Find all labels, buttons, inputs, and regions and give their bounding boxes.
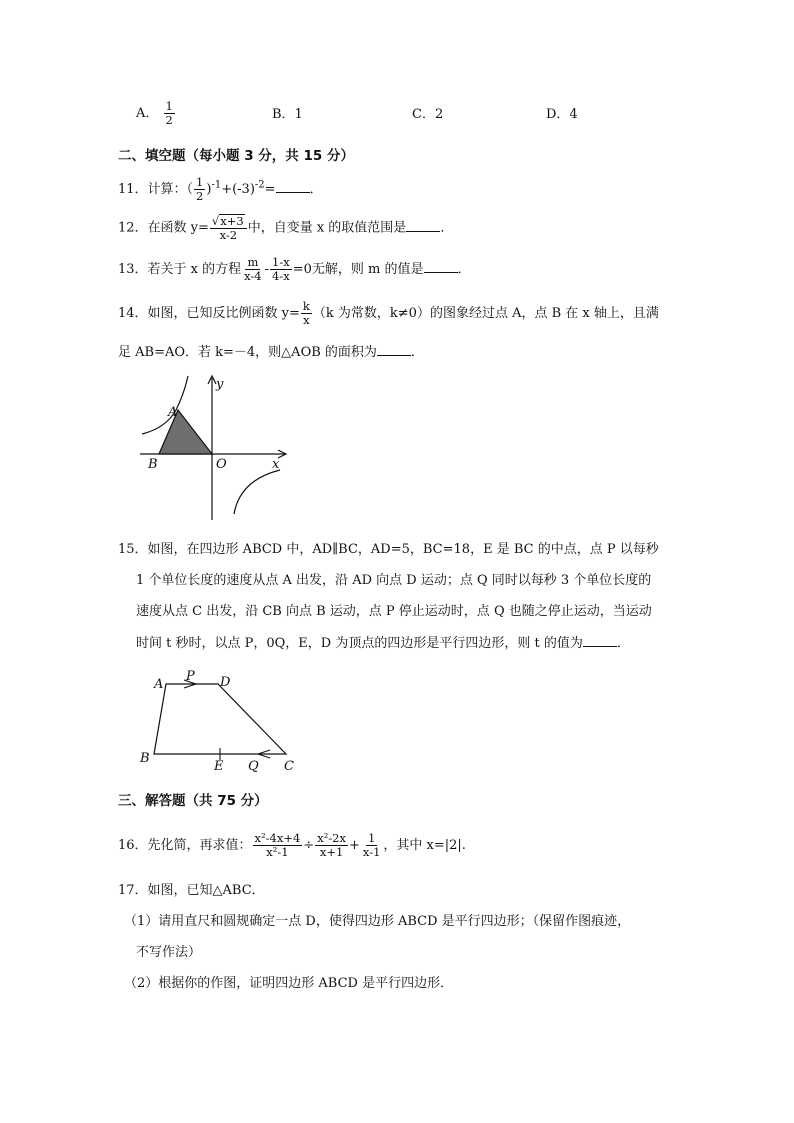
q11-end: ． bbox=[309, 182, 323, 197]
label-y: y bbox=[216, 377, 224, 392]
question-12 bbox=[118, 214, 453, 242]
q13-prefix: 13．若关于 x 的方程 bbox=[118, 262, 242, 277]
answer-blank bbox=[377, 343, 411, 356]
q16-plus: + bbox=[349, 838, 360, 853]
q13-f1-denominator: x-4 bbox=[244, 269, 262, 283]
label-a: A bbox=[154, 677, 164, 692]
q13-minus: - bbox=[264, 262, 270, 277]
label-c: C bbox=[284, 759, 294, 774]
q16-suffix: ，其中 x=|2|. bbox=[383, 838, 466, 853]
label-a: A bbox=[168, 405, 178, 420]
q14-fraction bbox=[301, 300, 312, 327]
q14-line1-suffix: （k 为常数，k≠0）的图象经过点 A，点 B 在 x 轴上，且满 bbox=[312, 306, 659, 321]
question-17-intro: 17．如图，已知△ABC． bbox=[118, 883, 265, 898]
q12-fraction bbox=[210, 214, 247, 242]
q11-denominator: 2 bbox=[196, 189, 204, 203]
question-17-part-1-line-2: 不写作法） bbox=[136, 945, 202, 960]
label-d: D bbox=[220, 675, 231, 690]
question-14-line-2 bbox=[118, 343, 424, 362]
option-d: D．4 bbox=[546, 107, 578, 122]
answer-blank bbox=[276, 180, 310, 193]
q16-divide: ÷ bbox=[303, 838, 315, 853]
q13-fraction-1 bbox=[242, 256, 264, 283]
q15-end: ． bbox=[616, 636, 630, 651]
hyperbola-branch-right bbox=[234, 470, 280, 514]
answer-blank bbox=[406, 219, 440, 232]
q16-f3-numerator: 1 bbox=[367, 831, 376, 845]
q16-f2-numerator: x²-2x bbox=[317, 831, 346, 845]
option-a-numerator: 1 bbox=[165, 99, 173, 113]
q13-f2-numerator: 1-x bbox=[272, 255, 290, 269]
q15-line4-text: 时间 t 秒时，以点 P，0Q，E，D 为顶点的四边形是平行四边形，则 t 的值为 bbox=[136, 636, 583, 651]
question-17-part-2: （2）根据你的作图，证明四边形 ABCD 是平行四边形． bbox=[124, 976, 454, 991]
question-11: 11．计算：（ $\frac{1}{2}$ )$^{-1}+(-3)^{-2}=$ ． bbox=[118, 175, 323, 203]
answer-blank bbox=[583, 634, 617, 647]
section-title-answer: 三、解答题（共 75 分） bbox=[118, 793, 268, 809]
q11-prefix: 11．计算：（ bbox=[118, 182, 194, 197]
answer-blank bbox=[424, 260, 458, 273]
q14-line2-text: 足 AB=AO．若 k=－4，则△AOB 的面积为 bbox=[118, 345, 377, 360]
triangle-aob bbox=[159, 410, 212, 454]
label-b: B bbox=[148, 457, 158, 472]
label-p: P bbox=[186, 669, 195, 684]
q14-prefix: 14．如图，已知反比例函数 y= bbox=[118, 306, 300, 321]
q11-fraction bbox=[194, 176, 205, 203]
section-title-fill-blank: 二、填空题（每小题 3 分，共 15 分） bbox=[118, 148, 354, 164]
option-b: B．1 bbox=[272, 107, 303, 122]
label-q: Q bbox=[248, 759, 259, 774]
q16-f3-denominator: x-1 bbox=[362, 845, 381, 859]
q11-exponent-2: -2 bbox=[254, 179, 265, 191]
q16-f2-denominator: x+1 bbox=[319, 845, 344, 859]
q16-fraction-3 bbox=[361, 832, 383, 859]
q14-end: ． bbox=[410, 345, 424, 360]
q13-fraction-2 bbox=[270, 256, 292, 283]
q12-end: ． bbox=[440, 220, 454, 236]
q13-f2-denominator: 4-x bbox=[272, 269, 290, 283]
q12-numerator: √x+3 bbox=[210, 214, 247, 229]
question-15-line-2: 1 个单位长度的速度从点 A 出发，沿 AD 向点 D 运动；点 Q 同时以每秒 3 个单位长度的 bbox=[136, 573, 652, 588]
q12-radicand: x+3 bbox=[220, 214, 244, 228]
option-a bbox=[136, 100, 176, 127]
q13-f1-numerator: m bbox=[247, 255, 259, 269]
q12-prefix: 12．在函数 y= bbox=[118, 220, 209, 236]
q16-fraction-2 bbox=[315, 832, 348, 859]
q11-equals: = bbox=[264, 182, 276, 197]
question-15-line-3: 速度从点 C 出发，沿 CB 向点 B 运动，点 P 停止运动时，点 Q 也随之停止运动，当运动 bbox=[136, 604, 652, 619]
q13-end: ． bbox=[457, 262, 471, 277]
q12-suffix: 中，自变量 x 的取值范围是 bbox=[247, 220, 407, 236]
option-a-label: A． bbox=[136, 106, 159, 121]
q16-prefix: 16．先化简，再求值： bbox=[118, 838, 252, 853]
q11-exponent-1: -1 bbox=[211, 179, 222, 191]
option-a-fraction bbox=[164, 100, 175, 127]
question-15-line-4 bbox=[136, 634, 630, 653]
q11-numerator: 1 bbox=[196, 175, 204, 189]
q14-denominator: x bbox=[303, 313, 310, 327]
q14-numerator: k bbox=[302, 299, 310, 313]
option-a-denominator: 2 bbox=[165, 113, 173, 127]
question-16 bbox=[118, 832, 466, 859]
option-c: C．2 bbox=[412, 107, 444, 122]
label-b: B bbox=[140, 751, 150, 766]
question-13 bbox=[118, 256, 471, 283]
q11-middle: +(-3) bbox=[221, 182, 255, 197]
trapezoid-figure bbox=[136, 664, 306, 776]
question-17-part-1-line-1: （1）请用直尺和圆规确定一点 D，使得四边形 ABCD 是平行四边形；（保留作图痕迹， bbox=[124, 914, 631, 929]
q16-fraction-1 bbox=[253, 832, 303, 859]
question-15-line-1: 15．如图，在四边形 ABCD 中，AD∥BC，AD=5，BC=18，E 是 BC 的中点，点 P 以每秒 bbox=[118, 542, 659, 557]
q13-suffix: =0无解，则 m 的值是 bbox=[292, 262, 424, 277]
q16-f1-numerator: x²-4x+4 bbox=[254, 831, 301, 845]
label-o: O bbox=[216, 457, 227, 472]
hyperbola-figure bbox=[138, 372, 298, 522]
q12-denominator: x-2 bbox=[219, 228, 238, 242]
question-14-line-1 bbox=[118, 300, 659, 327]
label-e: E bbox=[214, 759, 224, 774]
q16-f1-denominator: x²-1 bbox=[266, 845, 289, 859]
trapezoid-abcd bbox=[154, 684, 286, 754]
label-x: x bbox=[272, 457, 280, 472]
